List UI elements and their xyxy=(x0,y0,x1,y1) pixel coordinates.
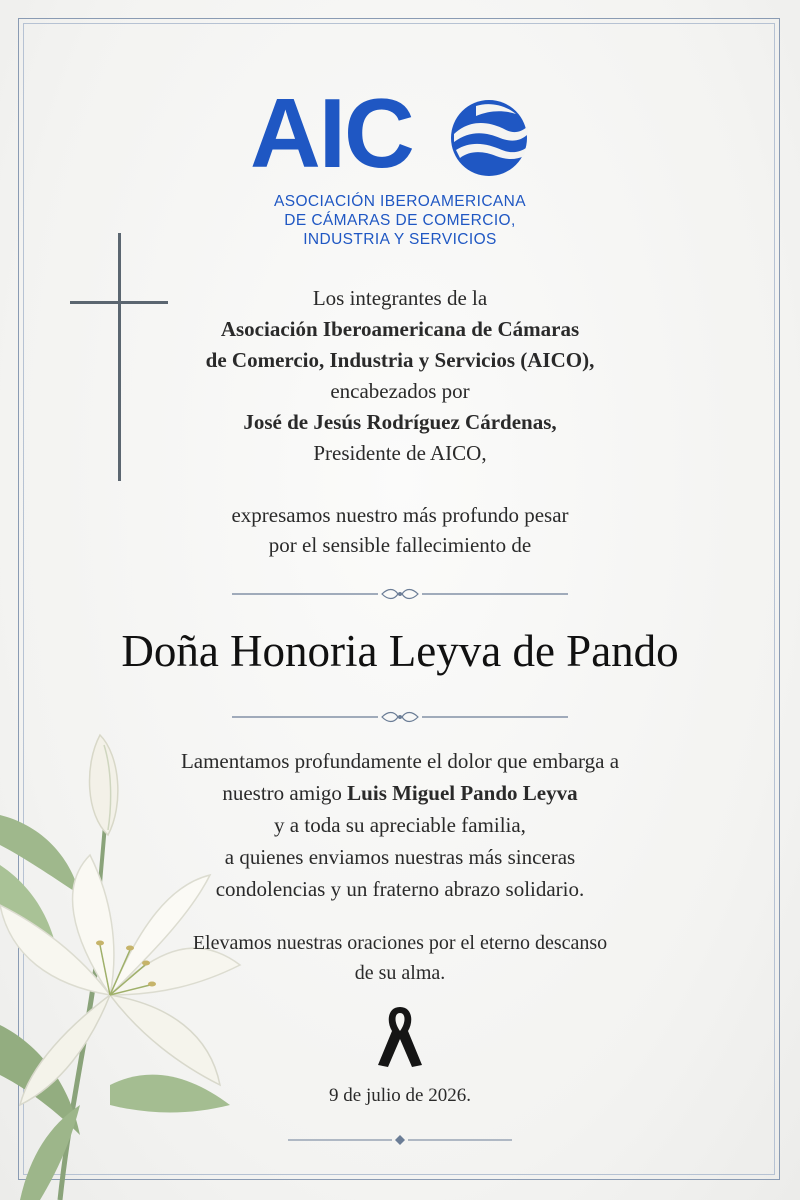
message-line xyxy=(0,777,800,809)
logo-subtitle-line: ASOCIACIÓN IBEROAMERICANA xyxy=(273,193,526,210)
intro-block xyxy=(0,283,800,469)
condolence-line: por el sensible fallecimiento de xyxy=(268,533,532,557)
condolence-line: expresamos nuestro más profundo pesar xyxy=(231,503,569,527)
message-block xyxy=(0,745,800,905)
prayer-line: Elevamos nuestras oraciones por el eterno descanso xyxy=(192,932,608,954)
logo-subtitle-line: INDUSTRIA Y SERVICIOS xyxy=(303,231,497,248)
president-name: José de Jesús Rodríguez Cárdenas, xyxy=(243,410,557,434)
aico-logo xyxy=(250,78,550,258)
logo-globe-icon xyxy=(446,96,532,180)
message-line: condolencias y un fraterno abrazo solidario. xyxy=(215,877,585,901)
intro-line: Los integrantes de la xyxy=(312,286,488,310)
ornamental-divider xyxy=(232,709,568,725)
publication-date: 9 de julio de 2026. xyxy=(329,1085,471,1106)
organization-name-line-2: de Comercio, Industria y Servicios (AICO), xyxy=(205,348,595,372)
condolence-block xyxy=(0,500,800,560)
logo-subtitle xyxy=(250,192,550,249)
prayer-block xyxy=(0,928,800,988)
message-line: y a toda su apreciable familia, xyxy=(274,813,526,837)
prayer-line: de su alma. xyxy=(354,962,446,984)
message-line: Lamentamos profundamente el dolor que embarga a xyxy=(180,749,620,773)
friend-name: Luis Miguel Pando Leyva xyxy=(347,781,578,805)
ornamental-divider xyxy=(232,586,568,602)
deceased-name: Doña Honoria Leyva de Pando xyxy=(121,626,679,676)
mourning-ribbon-icon xyxy=(374,1003,426,1069)
ornamental-divider xyxy=(288,1132,512,1148)
message-prefix: nuestro amigo xyxy=(222,781,342,805)
message-line: a quienes enviamos nuestras más sinceras xyxy=(224,845,576,869)
logo-acronym: AIC xyxy=(250,78,413,188)
president-title: Presidente de AICO, xyxy=(313,441,487,465)
intro-line: encabezados por xyxy=(330,379,470,403)
organization-name-line-1: Asociación Iberoamericana de Cámaras xyxy=(220,317,580,341)
logo-subtitle-line: DE CÁMARAS DE COMERCIO, xyxy=(284,212,516,229)
